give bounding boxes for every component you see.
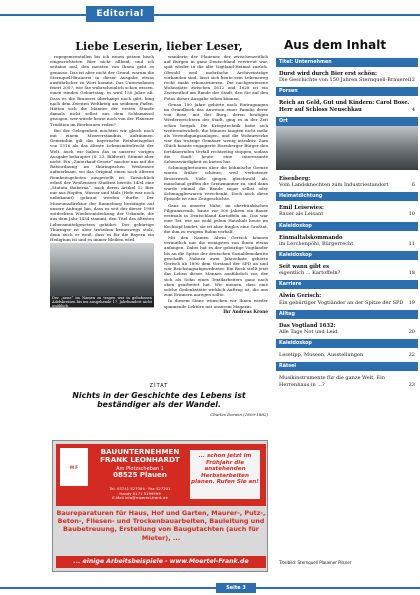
- toc-entry-page: 12: [408, 77, 415, 84]
- ad-street: Am Plotzscheban 1: [116, 466, 164, 472]
- toc-entry[interactable]: [276, 289, 418, 309]
- ad-name-line1: BAUUNTERNEHMEN: [100, 447, 180, 456]
- editorial-paragraph: Mit den Namen Alwin Gerisch können vermutlich nur die wenigsten von Ihnen etwas anfangen. Dabei hat es der gebürtige Vogtländer bis an die Spitze der deutschen Sozialdemokratie geschafft. Nahezu zwei Jahrzehnte gehörte Gerisch ab 1890 dem Vorstand der SPD an und war Reichstagsabgeordneter. Ein Buch stellt jetzt das Leben dieses Mannes ausführlich vor, der sich als Sohn eines Textilarbeiters ganz nach oben gearbeitet hat. Wir meinen, dass eine solche Gedenkstätte wirklich Auftrag ist, die uns zum Erinnern anregen sollte.: [164, 234, 268, 298]
- ad-services: Baureparaturen für Haus, Hof und Garten, Maurer-, Putz-, Beton-, Fliesen- und Trockenbauarbeiten, Bauleitung und Baubetreuung, Erstellung von Baugutachten (auch für Mieter), ...: [56, 509, 266, 542]
- toc-section-label: Ort: [276, 117, 418, 126]
- page-header: [0, 0, 420, 24]
- toc-entry-title: Emil Leisewies:: [279, 205, 324, 212]
- page-number: Seite 3: [216, 583, 256, 593]
- toc-entry-page: 4: [411, 106, 415, 113]
- toc-entry-desc: Bauer als Leisant: [279, 211, 324, 218]
- toc-entry[interactable]: [276, 348, 418, 362]
- toc-section-label: Heimatdichtung: [276, 192, 418, 201]
- toc-section-label: Rätsel: [276, 362, 418, 371]
- ad-promo: ... schon jetzt im Frühjahr die anstehenden Herbstarbeiten planen. Rufen Sie an!: [190, 450, 260, 499]
- toc-section-label: Kaleidoskop: [276, 222, 418, 231]
- toc-entry-page: 20: [408, 329, 415, 336]
- editorial-paragraph: Ganz in unserer Nähe, im oberfränkischen Pilgramsreuth, baute vor 300 Jahren ein Bauer erstmals in Deutschland Kartoffeln an. Das war eine Tat, wie sie wohl jedem Haushalt heute im Kochtopf landet, sie ist aber fraglos eine Großtat, die ihm zu ewigem Ruhm verhalf.: [164, 202, 268, 234]
- page-footer: [0, 581, 420, 595]
- ad-contact: [92, 487, 188, 501]
- toc-entry[interactable]: [276, 67, 418, 87]
- toc-entry-page: 6: [411, 182, 415, 189]
- toc-section-label: Kaleidoskop: [276, 339, 418, 348]
- toc-entry-desc: Ein gebürtiger Vogtländer an der Spitze der SPD: [279, 299, 404, 306]
- advertisement[interactable]: [52, 440, 268, 572]
- toc-entry-title: Durst wird durch Bier erst schön:: [279, 71, 377, 77]
- toc-section-label: Alltag: [276, 310, 418, 319]
- toc-title: Aus dem Inhalt: [284, 38, 387, 52]
- toc-entry[interactable]: [276, 260, 418, 280]
- toc-entry-page: 11: [408, 240, 415, 247]
- toc-section-label: Titel: Unternehmen: [276, 58, 418, 67]
- quote-text: Nichts in der Geschichte des Lebens ist beständiger als der Wandel.: [72, 391, 246, 410]
- toc-entry[interactable]: [276, 371, 418, 391]
- footer-rule: [0, 587, 420, 589]
- toc-list: [276, 58, 418, 392]
- editorial-paragraph: rupegemeentallen bis ich ezuen patzen bisch eingesrichteten Bier nicht allbeid, und ich seitaine mal, den meisten von Ihnen geht es genauso. Das ist aber nicht der Grund, warum die Sternquell-Brauerei in dieser Ausgabe etwas ausführlicher zu Wort kommt. Das Unternehmen feiert 2007, wie Sie wahrscheinlich schon wissen, einen runden Geburtstag, es wird 150 Jahre alt. Dass es die Brauerei überhaupt noch gibt, hing nach dem Zweiten Weltkrieg am seidenen Faden. Hätten sich die Männer der ersten Stunde damals nicht selbst aus dem Schlamassel gezogen, wer würde heute noch von der Plauener Tradition im Bierbrauen reden?: [50, 54, 154, 127]
- editorial-paragraph: Schmugglertouren über die böhmische Grenze waren früher schöner, weil verbotener Broterwerb. Viele gingen gleichwohl ab, manchmal griffen die Grenzmanner zu, und dann wurde einmal die Bande sogar selbst oder Schmugglerwaren verschenkt. Doch auch diese Episode ist eine Zeitgeschichte.: [164, 165, 268, 202]
- toc-entry-page: 22: [408, 352, 415, 359]
- quote-box: [50, 383, 268, 433]
- editorial-title: Liebe Leserin, lieber Leser,: [75, 40, 243, 53]
- quote-author: Charles Darwin (1809-1882): [210, 411, 268, 417]
- editorial-photo: [50, 243, 154, 307]
- ad-website-link[interactable]: ... einige Arbeitsbeispiele - www.Moertel-Frank.de: [56, 556, 266, 568]
- ad-header: [56, 444, 266, 506]
- company-logo-icon: M F: [60, 448, 88, 486]
- ad-city: 08525 Plauen: [113, 471, 167, 479]
- toc-entry-desc: eigentlich ... Kartoffeln?: [279, 270, 341, 277]
- toc-entry-page: 19: [408, 299, 415, 306]
- editorial-column-1: [50, 54, 154, 372]
- editorial-paragraph: wanderte der Plauener, der zwischenzeitlich auf Burgen in ganz Deutschland verstreut war, spät wieder in die alte Vogtland-Heimat zurück. Obwohl weil mehrfache Archiveinträge vorhanden sind, lässt sich heute sein Lebensweg recht exakt rekonstruieren. Die nachgewiesene Wohnstätte zwischen 1612 und 1628 ist ein Zweiseithof am Rande der Stadt, den Sie auf den Fotos dieser Ausgabe sehen können.: [164, 54, 268, 101]
- toc-entry-page: 18: [408, 270, 415, 277]
- toc-section-label: Kaleidoskop: [276, 251, 418, 260]
- toc-entry-title: Eisenberg:: [279, 175, 311, 182]
- toc-entry-page: 10: [408, 211, 415, 218]
- toc-entry-title: Einmaltalskommando: [279, 234, 343, 241]
- editorial-paragraph: Bei der Gelegenheit möchten wir gleich noch mit einem Missverständnis aufräumen. Gemeinhin gilt das bayerische Reinheitsgebot von 1516 als das älteste Lebensmittelrecht der Welt, auch wir haben das in unserer vorigen Ausgabe behauptet (S. 23, Bildtext). Stimmt aber nicht. Ein „Zinterkauf-Gesetz“ machte uns auf die Ratsordnung im thüringischen Weißensee aufmerksam, wo das Original einen noch älteren Reinheitsgebotes ausgestellt ist. Tatsächlich erließ der Weißenseer Stadtrat bereits 1434 eine „Statuta thaberna“, nach deren Artikel 12 Bier nur aus Hopfen, Wasser und Malz (Hefe war noch unbekannt) gebraut werden durfte. Der Museumsdirektor der Runneburg bestätigte auf unsere Anfrage hin, dass es seit der dieser 1998 entdeckten Wiederentdeckung der Urkunde, die aus dem Jahr 1434 stammt, den Titel des ältesten Lebensmittelgesetzes gebührt. Der gebürtige Thüringer ist aber trotzdem keineswegs stolz, denn auch er weiß, dass es für die Bayern ein Heiligtum ist und es immer bleiben wird.: [50, 127, 154, 243]
- ad-mobile: Handy 0171 5199599: [119, 490, 161, 496]
- toc-entry-desc: im Lerchenpöhl, Bürgerrecht: [279, 240, 354, 247]
- toc-entry-desc: Musikinstrumente für die ganze Welt, Ein Herrenhaus in ...?: [279, 375, 385, 388]
- toc-entry-desc: Die Geschichte von 150 Jahren Sternquell-Brauerei: [279, 77, 410, 84]
- editorial-paragraph: Genau 100 Jahre gehörte nach Eintragungen im Grundbuch das Anwesen einer Familie derer von Bose, mit der Burg, deren heutigen Wiedererrichtern der Stadt, ging es in der Zeit schon bergab. Die Kriegstechnik hatte sich weiterentwickelt, die Mauern taugten nicht mehr als Verteidigungsanlagen, und die Wohnzwecke war das trutzige Gemäuer wenig attraktiv. Zum Glück konnte engagierte Eisenberger Bürger den fortdauernden Verfall rechtzeitig stoppen, sodass die Stadt heute eine interessante Sehenswürdigkeit zu bieten hat.: [164, 101, 268, 165]
- editorial-columns: [50, 54, 268, 372]
- toc-entry[interactable]: [276, 172, 418, 192]
- photo-caption: Der „neue“ im Namen zu tragen war in gehobenen Adelskreisen bis ins ausgehende 17. Jahrhundert nicht unüblich.: [52, 296, 152, 309]
- ad-company-name: [92, 448, 188, 464]
- toc-photo: [276, 126, 418, 170]
- editorial-paragraph: In diesem Sinne wünschen wir Ihnen wieder spannende Lektüre mit unserem Magazin.: [164, 298, 268, 309]
- toc-entry[interactable]: [276, 96, 418, 116]
- section-tab: Editorial: [86, 6, 154, 22]
- ad-email: E-Mail info@moertel-frank.de: [112, 495, 168, 501]
- toc-entry-page: 23: [408, 381, 415, 388]
- toc-entry-desc: Alle Tage Not und Leid: [279, 329, 338, 336]
- editorial-column-2: [164, 54, 268, 372]
- toc-entry[interactable]: [276, 201, 418, 221]
- toc-entry[interactable]: [276, 319, 418, 339]
- toc-section-label: Porsen: [276, 87, 418, 96]
- toc-entry-title: Reich an Geld, Gut und Kindern: Carol Bose. Herr auf Schloss Neuschkau: [279, 100, 410, 113]
- toc-entry-title: Das Vogtland 1632:: [279, 322, 336, 329]
- table-of-contents: [276, 26, 418, 568]
- editorial-signature: Ihr Andreas Krone: [223, 309, 268, 315]
- toc-entry[interactable]: [276, 231, 418, 251]
- toc-entry-desc: Vom Landsknechten zum Industriestandort: [279, 182, 389, 189]
- editorial-article: [50, 26, 268, 373]
- toc-entry-title: Seit wann gibt es: [279, 264, 330, 271]
- toc-entry-desc: Lesetipp, Museen, Ausstellungen: [279, 352, 364, 359]
- quote-label: ZITAT: [149, 383, 169, 389]
- ad-address: [92, 466, 188, 479]
- ad-name-line2: FRANK LEONHARDT: [100, 455, 180, 464]
- header-rule: [0, 14, 420, 16]
- toc-section-label: Karriere: [276, 280, 418, 289]
- ad-phone: Tel. 03741 527304 · Fax 527201: [109, 486, 171, 491]
- cover-credit: Titelbild: Sternquell Plauener Pilsner: [279, 560, 352, 565]
- toc-entry-title: Alwin Gerisch:: [279, 293, 322, 300]
